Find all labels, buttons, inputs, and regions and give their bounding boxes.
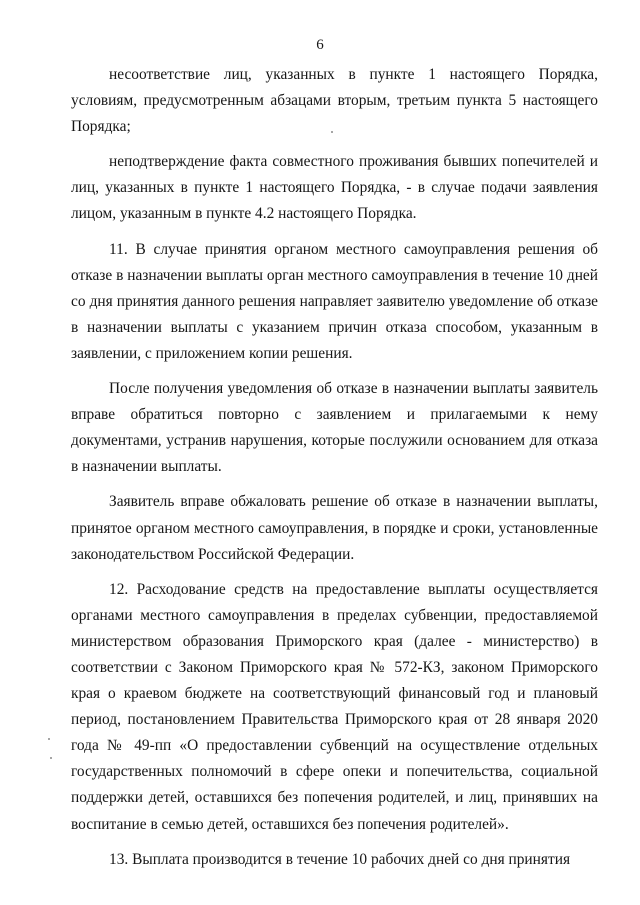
paragraph-cohabitation: неподтверждение факта совместного проживания бывших попечителей и лиц, указанных в пункте 1 настоящего Порядка, - в случае подачи заявления лицом, указанным в пункте 4.2 настоящего Порядка. (71, 153, 598, 223)
paragraph-item-13: 13. Выплата производится в течение 10 рабочих дней со дня принятия (109, 850, 571, 868)
scan-speck (50, 757, 52, 759)
paragraph-item-11: 11. В случае принятия органом местного самоуправления решения об отказе в назначении выплаты орган местного самоуправления в течение 10 дней со дня принятия данного решения направляет заявителю уведомление об отказе в назначении выплаты с указанием причин отказа способом, указанным в заявлении, с приложением копии решения. (71, 240, 598, 362)
scan-speck (48, 738, 50, 740)
paragraph-reapply: После получения уведомления об отказе в назначении выплаты заявитель вправе обратиться повторно с заявлением и прилагаемыми к нему документами, устранив нарушения, которые послужили основанием для отказа в назначении выплаты. (71, 380, 598, 476)
page-number: 6 (316, 37, 324, 53)
scan-speck (331, 131, 333, 133)
paragraph-item-12: 12. Расходование средств на предоставление выплаты осуществляется органами местного самоуправления в пределах субвенции, предоставляемой министерством образования Приморского края (далее - министерство) в соответствии с Законом Приморского края № 572-КЗ, законом Приморского края о краевом бюджете на соответствующий финансовый год и плановый период, постановлением Правительства Приморского края от 28 января 2020 года № 49-пп «О предоставлении субвенций на осуществление отдельных государственных полномочий в сфере опеки и попечительства, социальной поддержки детей, оставшихся без попечения родителей, и лиц, принявших на воспитание в семью детей, оставшихся без попечения родителей». (71, 580, 598, 833)
document-body (71, 62, 598, 873)
paragraph-nonconformity: несоответствие лиц, указанных в пункте 1 настоящего Порядка, условиям, предусмотренным абзацами вторым, третьим пункта 5 настоящего Порядка; (71, 66, 598, 136)
paragraph-appeal: Заявитель вправе обжаловать решение об отказе в назначении выплаты, принятое органом местного самоуправления, в порядке и сроки, установленные законодательством Российской Федерации. (71, 493, 598, 563)
